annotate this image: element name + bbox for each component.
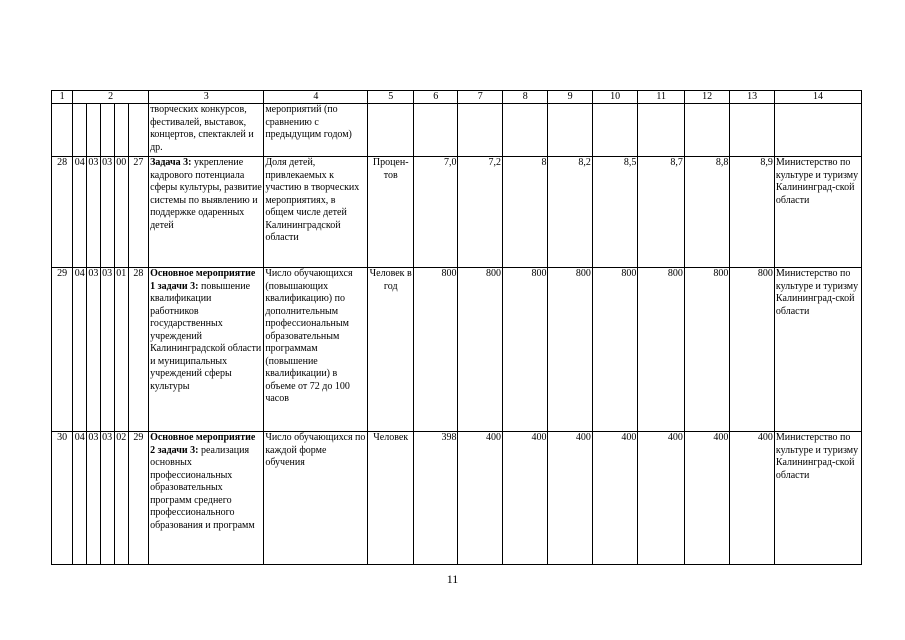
header-cell: 5 [368, 91, 414, 104]
unit-cell: Процен-тов [368, 157, 414, 268]
code-cell: 03 [100, 157, 114, 268]
header-cell: 10 [592, 91, 638, 104]
value-cell: 7,2 [458, 157, 502, 268]
header-cell: 2 [73, 91, 149, 104]
task-title: Основное мероприятие 2 задачи 3: [150, 432, 256, 456]
code-cell: 04 [73, 268, 87, 432]
value-cell: 800 [548, 268, 592, 432]
page-number: 11 [446, 572, 459, 586]
task-text: повышение квалификации работников государственных учреждений Калининградской области и муниципальных учреждений сферы культуры [150, 280, 262, 392]
header-cell: 1 [52, 91, 73, 104]
table-row [52, 268, 862, 432]
task-text: реализация основных профессиональных образовательных программ среднего профессионального образования и программ [150, 444, 255, 531]
task-cell [149, 268, 264, 432]
code-cell: 04 [73, 432, 87, 565]
indicator-cell: Число обучающихся по каждой форме обучения [264, 432, 368, 565]
value-cell: 400 [502, 432, 548, 565]
code-cell: 04 [73, 157, 87, 268]
task-text: укрепление кадрового потенциала сферы культуры, развитие системы по выявлению и поддержке одаренных детей [150, 157, 262, 231]
indicator-cell: Доля детей, привлекаемых к участию в творческих мероприятиях, в общем числе детей Калининградской области [264, 157, 368, 268]
row-number: 28 [52, 157, 73, 268]
header-cell: 8 [502, 91, 548, 104]
code-cell: 00 [114, 157, 128, 268]
code-cell: 03 [100, 432, 114, 565]
header-row [52, 91, 862, 104]
value-cell: 7,0 [413, 157, 457, 268]
code-cell: 03 [100, 268, 114, 432]
header-cell: 9 [548, 91, 592, 104]
value-cell: 400 [548, 432, 592, 565]
responsible-cell: Министерство по культуре и туризму Калининград-ской области [774, 268, 861, 432]
code-cell: 28 [128, 268, 148, 432]
value-cell: 400 [638, 432, 685, 565]
header-cell: 14 [774, 91, 861, 104]
table-row [52, 432, 862, 565]
value-cell: 8,2 [548, 157, 592, 268]
task-title: Задача 3: [150, 157, 192, 168]
value-cell: 8 [502, 157, 548, 268]
code-cell: 03 [87, 157, 100, 268]
header-cell: 4 [264, 91, 368, 104]
code-cell: 29 [128, 432, 148, 565]
header-cell: 11 [638, 91, 685, 104]
value-cell: 400 [730, 432, 774, 565]
header-cell: 13 [730, 91, 774, 104]
unit-cell: Человек в год [368, 268, 414, 432]
responsible-cell: Министерство по культуре и туризму Калининград-ской области [774, 157, 861, 268]
table-row [52, 157, 862, 268]
responsible-cell: Министерство по культуре и туризму Калининград-ской области [774, 432, 861, 565]
value-cell: 800 [638, 268, 685, 432]
task-cell: творческих конкурсов, фестивалей, выставок, концертов, спектаклей и др. [149, 104, 264, 157]
continuation-row [52, 104, 862, 157]
code-cell: 01 [114, 268, 128, 432]
header-cell: 12 [684, 91, 730, 104]
task-title: Основное мероприятие 1 задачи 3: [150, 268, 256, 292]
code-cell: 27 [128, 157, 148, 268]
task-cell [149, 157, 264, 268]
row-number: 29 [52, 268, 73, 432]
value-cell: 800 [684, 268, 730, 432]
value-cell: 8,5 [592, 157, 638, 268]
code-cell: 03 [87, 268, 100, 432]
indicator-cell: мероприятий (по сравнению с предыдущим годом) [264, 104, 368, 157]
value-cell: 8,8 [684, 157, 730, 268]
value-cell: 800 [502, 268, 548, 432]
value-cell: 800 [413, 268, 457, 432]
value-cell: 400 [684, 432, 730, 565]
header-cell: 3 [149, 91, 264, 104]
row-number: 30 [52, 432, 73, 565]
header-cell: 6 [413, 91, 457, 104]
code-cell: 03 [87, 432, 100, 565]
task-cell [149, 432, 264, 565]
value-cell: 8,7 [638, 157, 685, 268]
value-cell: 398 [413, 432, 457, 565]
value-cell: 800 [458, 268, 502, 432]
indicators-table [51, 90, 862, 565]
header-cell: 7 [458, 91, 502, 104]
unit-cell: Человек [368, 432, 414, 565]
value-cell: 400 [592, 432, 638, 565]
value-cell: 800 [730, 268, 774, 432]
value-cell: 800 [592, 268, 638, 432]
code-cell: 02 [114, 432, 128, 565]
value-cell: 400 [458, 432, 502, 565]
indicator-cell: Число обучающихся (повышающих квалификацию) по дополнительным профессиональным образовательным программам (повышение квалификации) в объеме от 72 до 100 часов [264, 268, 368, 432]
value-cell: 8,9 [730, 157, 774, 268]
